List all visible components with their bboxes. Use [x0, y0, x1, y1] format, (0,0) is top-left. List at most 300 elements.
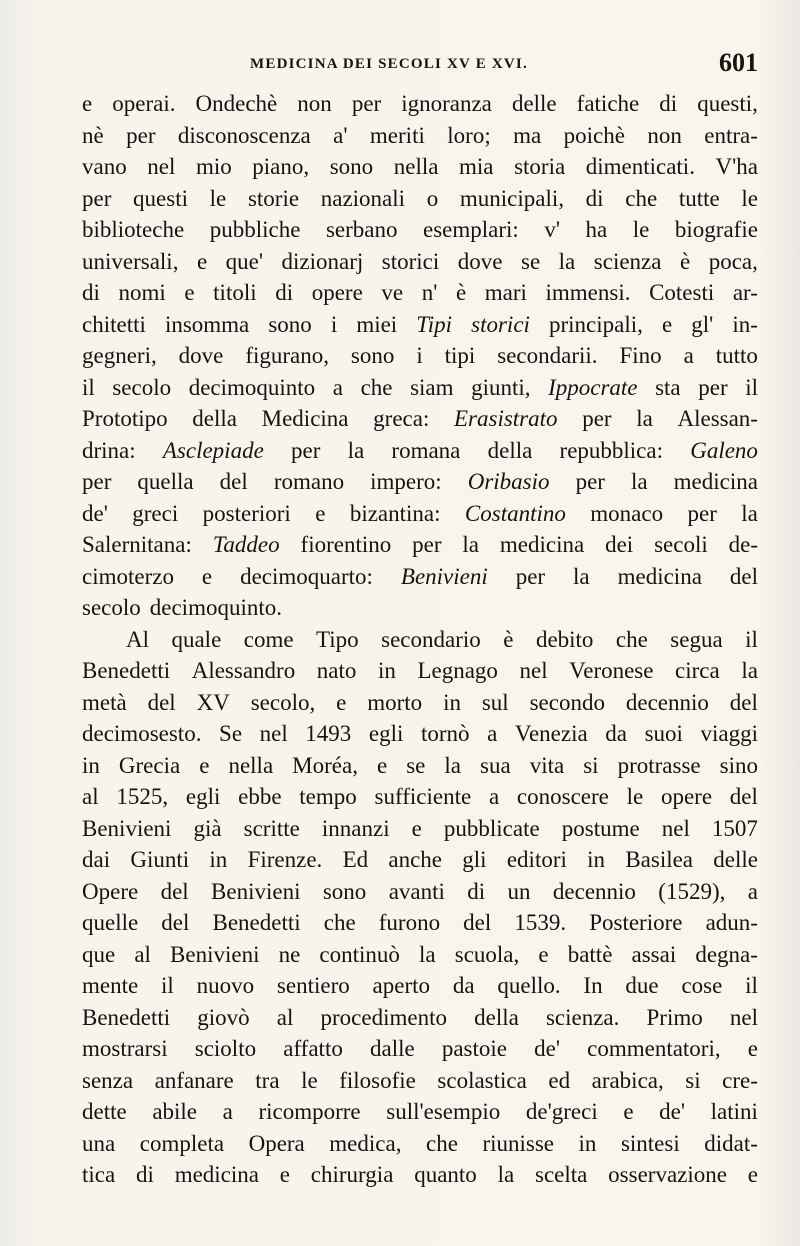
word: decimoquarto:	[240, 563, 373, 589]
word: la	[741, 500, 758, 526]
word: storia	[514, 154, 566, 179]
word: storici	[381, 248, 440, 274]
word: didat-	[704, 1130, 758, 1156]
word: di	[136, 1162, 154, 1187]
word: se	[406, 752, 426, 778]
word: metà	[82, 689, 127, 715]
word: scienza.	[545, 1004, 620, 1030]
word: esemplari:	[423, 217, 519, 242]
word: Venezia	[514, 721, 588, 746]
word: Galeno	[690, 437, 758, 463]
word: 1525,	[116, 784, 169, 809]
word: la	[497, 1162, 515, 1187]
text-line	[82, 1128, 758, 1160]
word: in	[377, 658, 396, 683]
word: e	[82, 91, 93, 116]
word: sono	[329, 154, 374, 179]
word: la	[636, 406, 653, 431]
word: Tipo	[316, 626, 359, 652]
word: Medicina	[261, 406, 349, 431]
word: de'	[534, 1036, 560, 1061]
word: a	[332, 374, 343, 400]
word: tempo	[299, 784, 357, 809]
word: repubblica:	[559, 437, 663, 463]
word: miei	[356, 311, 398, 337]
word: medica,	[329, 1130, 402, 1156]
text-line	[82, 624, 758, 656]
word: per	[82, 185, 112, 211]
word: immensi.	[545, 280, 631, 305]
word: Grecia	[118, 752, 181, 778]
word: è	[503, 626, 514, 652]
word: ve	[381, 280, 404, 305]
text-line	[82, 309, 758, 341]
word: quelle	[82, 910, 139, 935]
word: Ondechè	[195, 91, 278, 116]
word: XV	[196, 689, 230, 715]
word: Costantino	[464, 500, 566, 526]
word: tutte	[678, 185, 720, 211]
word: e	[623, 1099, 634, 1124]
word: 1539.	[514, 910, 567, 935]
word: cose	[681, 973, 723, 998]
word: nuovo	[196, 973, 255, 998]
word: impero:	[370, 469, 442, 494]
word: tutto	[715, 343, 758, 368]
word: quella	[137, 469, 194, 494]
word: Asclepiade	[162, 437, 264, 463]
word: due	[625, 973, 659, 998]
word: ebbe	[238, 784, 282, 809]
word: greci	[132, 500, 179, 526]
text-line	[82, 403, 758, 435]
word: monaco	[590, 500, 664, 526]
word: in	[82, 752, 100, 778]
word: mia	[459, 154, 494, 179]
word: Moréa,	[292, 752, 358, 778]
word: Alessan-	[677, 406, 758, 431]
word: sta	[655, 374, 681, 400]
text-line	[82, 88, 758, 120]
word: che	[615, 626, 648, 652]
word: e	[201, 563, 213, 589]
word: circa	[675, 658, 720, 683]
word: Primo	[646, 1004, 703, 1030]
word: tra	[255, 1067, 280, 1093]
word: nomi	[118, 280, 166, 305]
word: in	[443, 689, 461, 715]
word: da	[452, 973, 475, 998]
word: Giunti	[130, 847, 190, 872]
word: dai	[82, 847, 111, 872]
word: ricomporre	[258, 1099, 361, 1124]
word: Benivieni	[400, 563, 488, 589]
word: la	[444, 752, 461, 778]
word: quale	[171, 626, 222, 652]
word: Se	[219, 721, 243, 746]
word: suoi	[644, 721, 683, 746]
word: sul	[481, 689, 509, 715]
word: opere	[311, 280, 363, 305]
text-line	[82, 214, 758, 246]
word: il	[745, 374, 758, 400]
word: romana	[391, 437, 461, 463]
word: gegneri,	[82, 343, 157, 368]
word: Fino	[619, 343, 662, 368]
word: per	[412, 532, 442, 557]
word: le	[632, 217, 650, 242]
word: nel	[147, 154, 176, 179]
word: sentiero	[276, 973, 350, 998]
word: a	[488, 784, 500, 809]
word: ha	[585, 217, 608, 242]
word: entra-	[704, 122, 758, 148]
word: del	[160, 878, 189, 904]
word: si	[685, 1067, 701, 1093]
word: principali,	[548, 311, 643, 337]
word: chirurgia	[310, 1162, 394, 1187]
word: fatiche	[576, 91, 640, 116]
word: medicina	[174, 1162, 259, 1187]
text-line	[82, 183, 758, 215]
word: i	[416, 343, 423, 368]
word: nel	[729, 1004, 758, 1030]
word: secoli	[654, 532, 708, 557]
word: drina:	[82, 437, 136, 463]
word: che	[323, 910, 356, 935]
word: per	[291, 437, 321, 463]
word: scritte	[243, 815, 300, 841]
word: secolo	[82, 595, 141, 620]
word: poichè	[563, 122, 625, 148]
word: osservazione	[608, 1162, 727, 1187]
word: que	[82, 941, 116, 967]
word: medicina	[673, 469, 758, 494]
word: giunti,	[471, 374, 531, 400]
body-text	[82, 88, 758, 1191]
word: storici	[471, 311, 530, 337]
word: già	[193, 815, 222, 841]
word: commentatori,	[587, 1036, 721, 1061]
word: serbano	[325, 217, 398, 242]
word: dove	[457, 248, 503, 274]
word: nel	[519, 658, 548, 683]
word: si	[583, 752, 599, 778]
word: il	[82, 374, 95, 400]
word: per	[82, 469, 112, 494]
word: pastoie	[441, 1036, 507, 1061]
word: ed	[548, 1067, 571, 1093]
word: la	[631, 469, 648, 494]
word: sintesi	[620, 1130, 680, 1156]
word: secondarii.	[497, 343, 598, 368]
word: v'	[544, 217, 560, 242]
word: vano	[82, 154, 127, 179]
word: scelta	[535, 1162, 588, 1187]
word: dimenticati.	[585, 154, 695, 179]
word: disconoscenza	[177, 122, 311, 148]
word: a	[487, 721, 498, 746]
text-line	[82, 340, 758, 372]
word: del	[729, 689, 758, 715]
word: non	[297, 91, 332, 116]
word: riunisse	[482, 1130, 554, 1156]
word: secolo	[112, 374, 172, 400]
word: Basilea	[625, 847, 694, 872]
word: secondo	[529, 689, 605, 715]
word: Alessandro	[191, 658, 296, 683]
word: questi	[133, 185, 188, 211]
word: de'greci	[525, 1099, 598, 1124]
word: Tipi	[416, 311, 453, 337]
word: nella	[228, 752, 274, 778]
word: per	[687, 500, 717, 526]
word: meriti	[369, 122, 425, 148]
word: filosofie	[339, 1067, 416, 1093]
word: loro;	[447, 122, 491, 148]
word: sciolto	[194, 1036, 257, 1061]
word: (1529),	[658, 878, 726, 904]
word: la	[741, 658, 758, 683]
word: sufficiente	[374, 784, 472, 809]
word: al	[134, 941, 151, 967]
word: latini	[710, 1099, 758, 1124]
word: mostrarsi	[82, 1036, 168, 1061]
word: Cotesti	[649, 280, 715, 305]
word: Posteriore	[589, 910, 683, 935]
word: ignoranza	[401, 91, 492, 116]
word: in	[209, 847, 228, 872]
word: scienza	[593, 248, 662, 274]
word: Benivieni	[170, 941, 260, 967]
word: decimoquinto	[188, 374, 316, 400]
word: titoli	[213, 280, 257, 305]
word: di	[659, 91, 678, 116]
word: di	[467, 878, 486, 904]
word: a'	[333, 122, 348, 148]
word: decennio	[552, 878, 636, 904]
word: le	[741, 185, 758, 211]
text-line	[82, 813, 758, 845]
text-line	[82, 372, 758, 404]
word: e	[376, 752, 388, 778]
word: siam	[410, 374, 454, 400]
word: biblioteche	[82, 217, 185, 242]
text-line	[82, 435, 758, 467]
word: le	[209, 185, 227, 211]
text-line	[82, 498, 758, 530]
word: Taddeo	[212, 532, 280, 557]
word: al	[276, 1004, 294, 1030]
text-line	[82, 277, 758, 309]
word: 1507	[711, 815, 758, 841]
word: di	[82, 280, 100, 305]
word: al	[82, 784, 99, 809]
word: sono	[350, 343, 395, 368]
word: e	[336, 689, 347, 715]
word: piano,	[252, 154, 310, 179]
word: poca,	[708, 248, 758, 274]
word: degna-	[695, 941, 758, 967]
word: per	[351, 91, 382, 116]
word: della	[474, 1004, 519, 1030]
word: anfanare	[154, 1067, 234, 1093]
word: un	[507, 878, 531, 904]
word: il	[745, 626, 758, 652]
word: bizantina:	[349, 500, 441, 526]
word: debito	[535, 626, 594, 652]
word: e	[747, 1036, 758, 1061]
word: e	[199, 752, 210, 778]
word: Opere	[82, 878, 139, 904]
word: mari	[484, 280, 527, 305]
word: procedimento	[320, 1004, 447, 1030]
word: mente	[82, 973, 139, 998]
word: le	[301, 1067, 318, 1093]
text-line	[82, 246, 758, 278]
word: del	[463, 910, 492, 935]
word: editori	[506, 847, 567, 872]
word: Opera	[248, 1130, 305, 1156]
word: Al	[126, 626, 149, 652]
word: pubbliche	[209, 217, 301, 242]
word: sull'esempio	[386, 1099, 501, 1124]
word: romano	[273, 469, 345, 494]
word: nazionali	[320, 185, 406, 211]
word: e	[538, 941, 549, 967]
word: per	[582, 406, 612, 431]
word: protrasse	[617, 752, 701, 778]
word: non	[647, 122, 682, 148]
word: Salernitana:	[82, 532, 192, 557]
word: cre-	[722, 1067, 758, 1093]
word: pubblicate	[443, 815, 540, 841]
word: 1493	[305, 721, 352, 746]
word: dette	[82, 1099, 127, 1124]
text-line	[82, 1065, 758, 1097]
word: figurano,	[245, 343, 329, 368]
running-title: MEDICINA DEI SECOLI XV E XVI.	[250, 56, 528, 72]
text-line	[82, 781, 758, 813]
word: morto	[367, 689, 423, 715]
word: biografie	[674, 217, 758, 242]
text-line	[82, 1159, 758, 1191]
word: fiorentino	[300, 532, 392, 557]
word: scuola,	[454, 941, 520, 967]
word: ma	[513, 122, 542, 148]
word: o	[426, 185, 439, 211]
word: a	[222, 1099, 233, 1124]
word: egli	[185, 784, 221, 809]
word: ar-	[732, 280, 758, 305]
word: continuò	[319, 941, 400, 967]
word: del	[219, 469, 248, 494]
word: Benedetti	[82, 1004, 171, 1030]
word: de'	[659, 1099, 686, 1124]
word: in	[578, 1130, 597, 1156]
word: della	[192, 406, 237, 431]
word: vita	[529, 752, 565, 778]
word: assai	[631, 941, 677, 967]
word: opere	[660, 784, 713, 809]
word: que'	[225, 248, 264, 274]
word: le	[626, 784, 644, 809]
word: che	[360, 374, 393, 400]
word: chitetti	[82, 311, 146, 337]
word: Benivieni	[211, 878, 301, 904]
word: delle	[511, 91, 557, 116]
word: una	[82, 1130, 116, 1156]
text-line	[82, 1002, 758, 1034]
word: da	[605, 721, 627, 746]
word: in-	[732, 311, 758, 337]
word: se	[521, 248, 541, 274]
word: Benedetti	[212, 910, 301, 935]
word: mio	[195, 154, 232, 179]
word: municipali,	[459, 185, 564, 211]
word: viaggi	[700, 721, 758, 746]
word: come	[243, 626, 294, 652]
word: medicina	[617, 563, 702, 589]
word: dove	[178, 343, 224, 368]
word: battè	[567, 941, 613, 967]
word: nella	[393, 154, 439, 179]
text-line	[82, 529, 758, 561]
word: sono	[268, 311, 312, 337]
word: universali,	[82, 248, 179, 274]
text-line	[82, 876, 758, 908]
word: quello.	[497, 973, 561, 998]
word: è	[679, 248, 691, 274]
word: affatto	[283, 1036, 343, 1061]
text-line	[82, 970, 758, 1002]
word: del	[147, 689, 176, 715]
word: innanzi	[321, 815, 390, 841]
word: e	[279, 1162, 290, 1187]
word: Ippocrate	[548, 374, 638, 400]
word: dei	[605, 532, 634, 557]
word: nè	[82, 122, 104, 148]
word: del	[729, 563, 758, 589]
word: sono	[322, 878, 367, 904]
word: Firenze.	[247, 847, 323, 872]
word: decimosesto.	[82, 721, 202, 746]
word: questi,	[697, 91, 758, 116]
word: dizionarj	[281, 248, 364, 274]
text-line	[82, 120, 758, 152]
word: de'	[82, 500, 108, 526]
text-line	[82, 561, 758, 593]
word: senza	[82, 1067, 134, 1093]
word: sua	[480, 752, 511, 778]
word: dalle	[369, 1036, 415, 1061]
text-line	[82, 750, 758, 782]
word: quanto	[414, 1162, 477, 1187]
word: è	[455, 280, 467, 305]
word: postume	[561, 815, 640, 841]
word: i	[330, 311, 338, 337]
text-line	[82, 151, 758, 183]
word: Erasistrato	[454, 406, 558, 431]
word: del	[729, 784, 758, 809]
word: tipi	[444, 343, 476, 368]
word: a	[747, 878, 758, 904]
word: storie	[247, 185, 300, 211]
word: in	[587, 847, 606, 872]
word: scolastica	[437, 1067, 527, 1093]
word: nel	[661, 815, 690, 841]
word: tornò	[420, 721, 470, 746]
